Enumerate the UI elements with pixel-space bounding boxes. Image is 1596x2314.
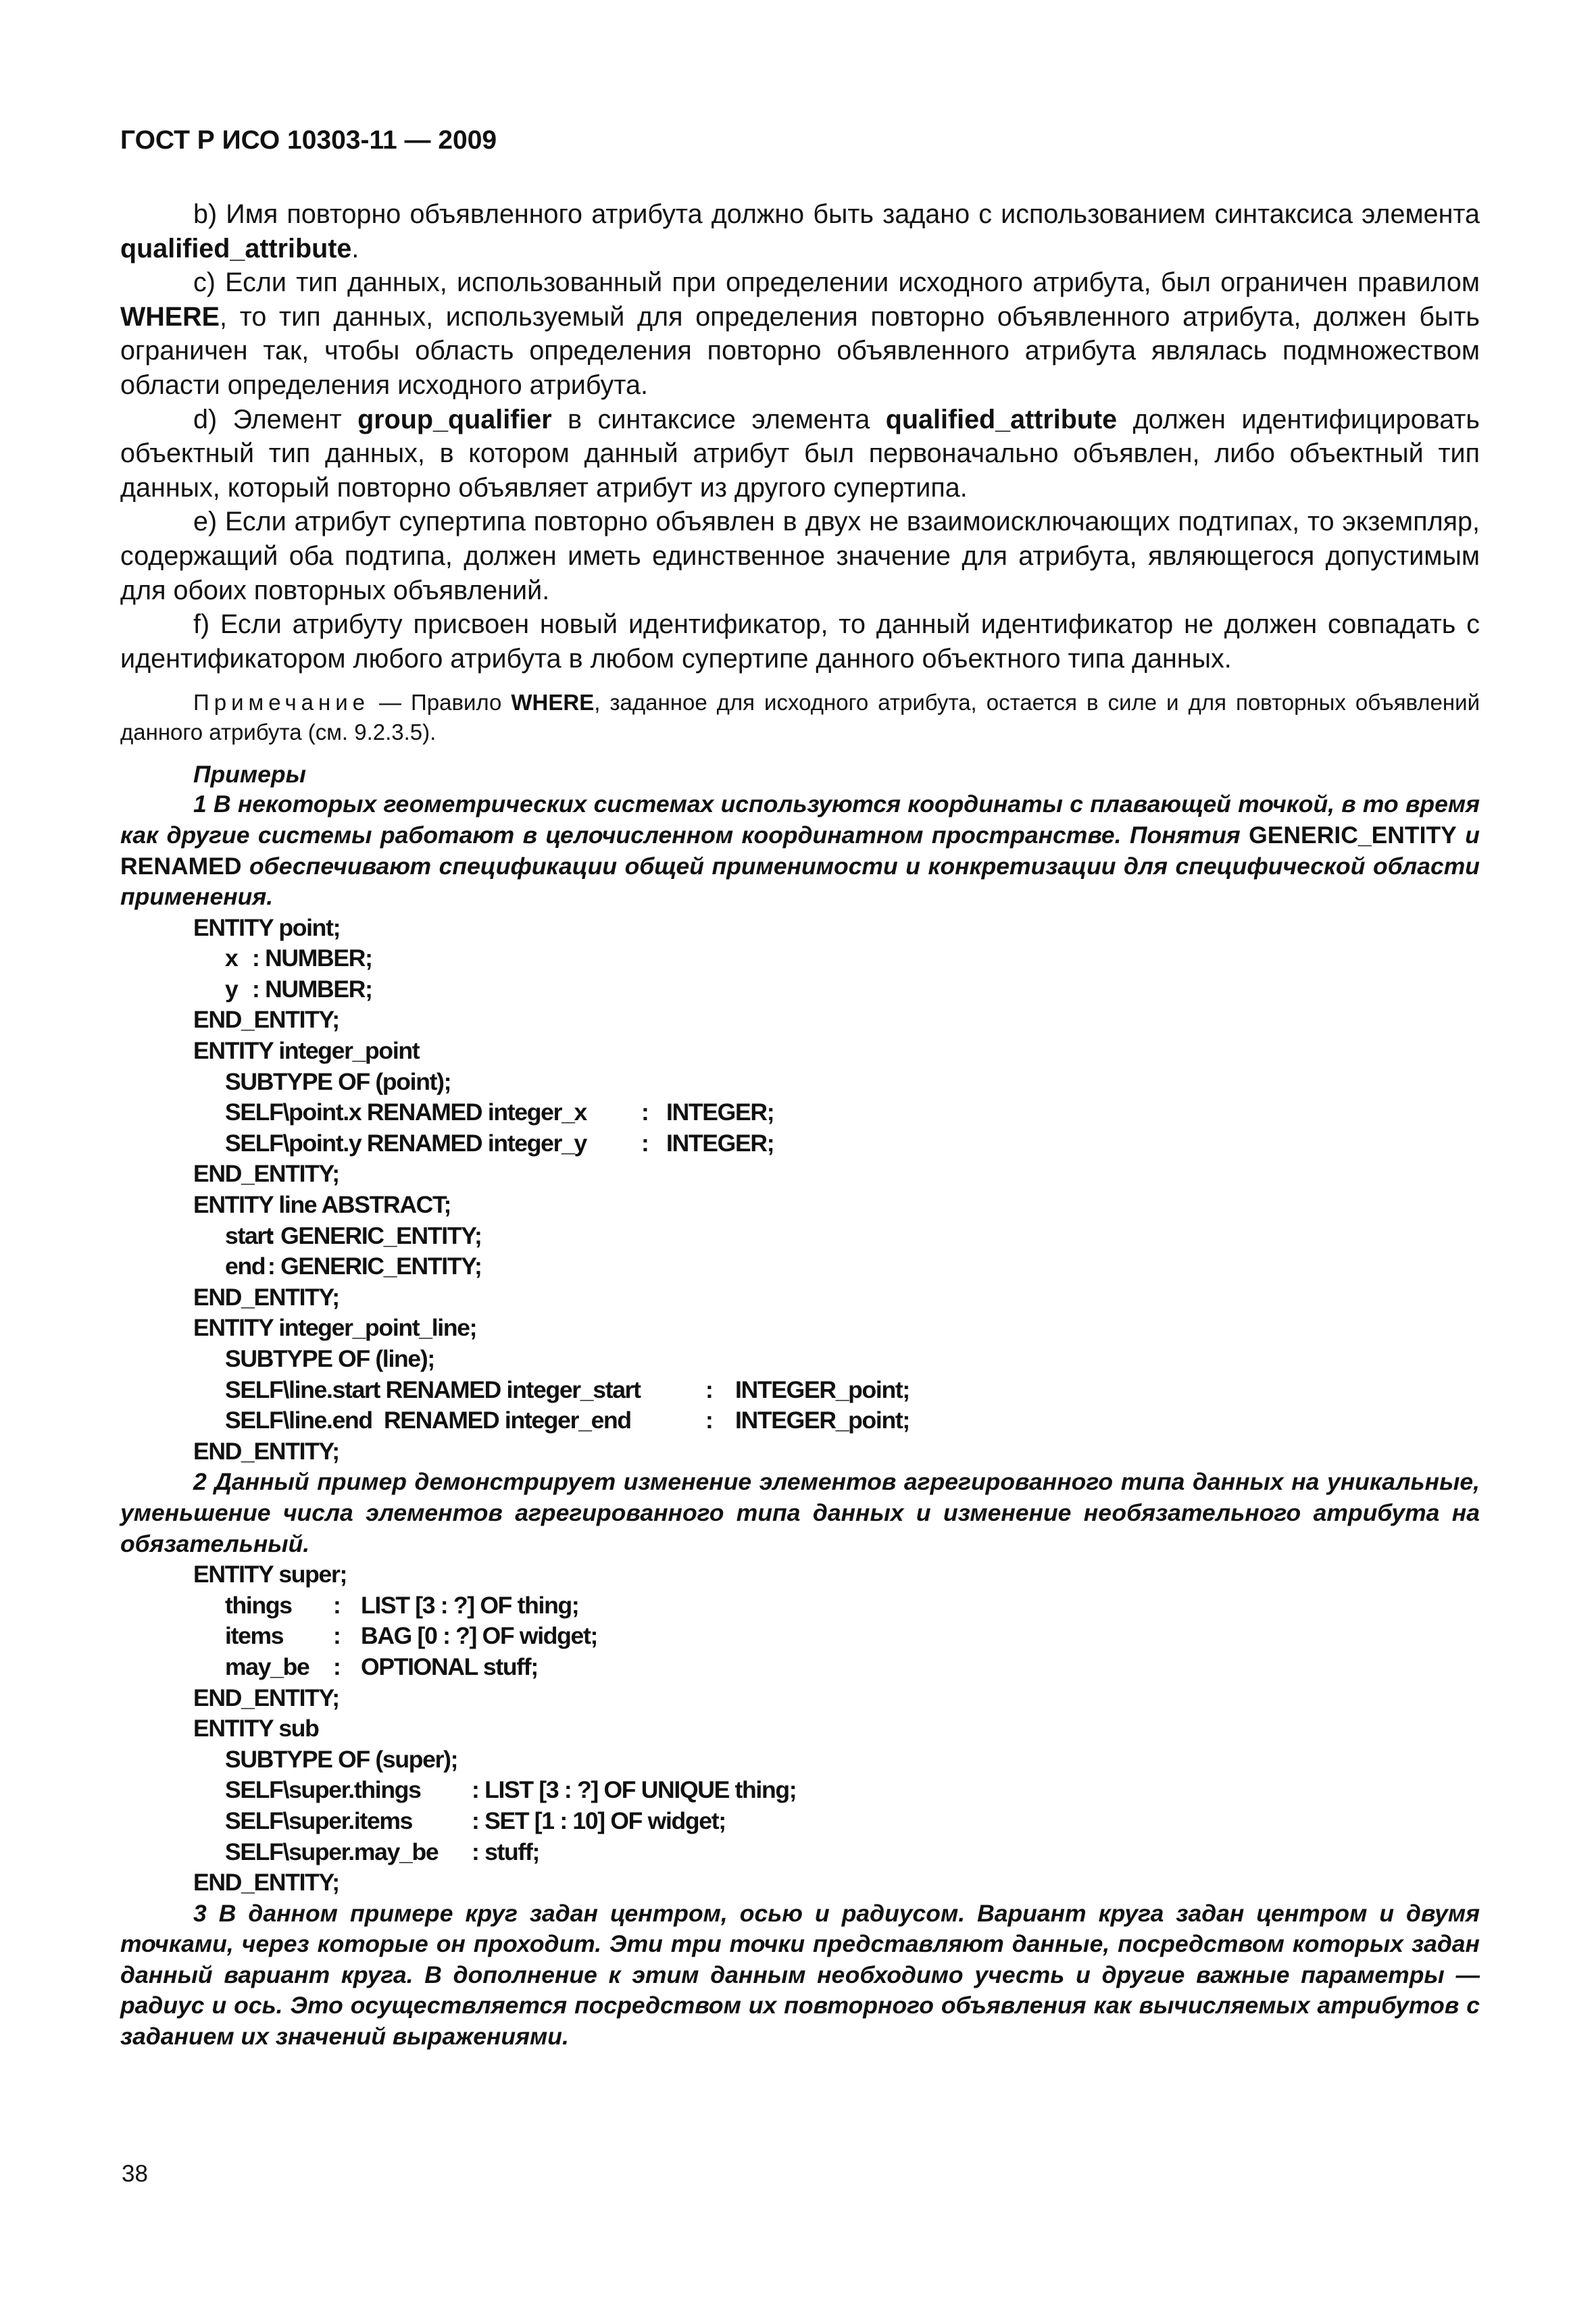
paragraph-d-text: d) Элемент — [193, 404, 358, 434]
note-label: Примечание — [193, 690, 370, 715]
code-block-2 — [120, 1559, 1480, 1898]
code-line — [120, 1837, 1480, 1868]
code-token: INTEGER; — [666, 1099, 774, 1126]
code-token: y — [225, 975, 238, 1003]
code-token: may_be — [225, 1653, 309, 1680]
code-line — [120, 1128, 1480, 1159]
code-line — [120, 974, 1480, 1005]
code-token: : — [641, 1099, 649, 1126]
code-token: ENTITY super; — [193, 1561, 347, 1588]
paragraph-c-text: c) Если тип данных, использованный при определении исходного атрибута, был ограничен правилом — [193, 268, 1480, 298]
code-token: END_ENTITY; — [193, 1437, 339, 1465]
code-token: : — [333, 1591, 341, 1619]
code-token: SELF\line.end RENAMED integer_end — [225, 1407, 631, 1434]
code-token: OPTIONAL stuff; — [361, 1653, 538, 1680]
code-line — [120, 1313, 1480, 1344]
term-qualified-attribute: qualified_attribute — [885, 404, 1118, 434]
code-token: SUBTYPE OF (line); — [225, 1345, 434, 1372]
code-line — [120, 1190, 1480, 1221]
code-line — [120, 1559, 1480, 1590]
paragraph-d-end: должен идентифицировать объектный тип данных, в котором данный атрибут был первоначально объявлен, либо объектный тип данных, который повторно объявляет атрибут из другого супертипа. — [120, 404, 1480, 503]
code-token: END_ENTITY; — [193, 1283, 339, 1311]
code-line — [120, 1067, 1480, 1098]
document-header: ГОСТ Р ИСО 10303-11 — 2009 — [120, 126, 497, 155]
code-line — [120, 1590, 1480, 1621]
code-token: SELF\point.y RENAMED integer_y — [225, 1129, 587, 1157]
example-1-end: обеспечивают спецификации общей применимости и конкретизации для специфической области применения. — [120, 852, 1480, 911]
code-token: ENTITY sub — [193, 1715, 319, 1742]
term-where: WHERE — [120, 301, 220, 332]
code-line — [120, 1036, 1480, 1067]
code-token: : — [705, 1376, 713, 1403]
code-token: : NUMBER; — [252, 945, 372, 972]
paragraph-f: f) Если атрибуту присвоен новый идентификатор, то данный идентификатор не должен совпадать с идентификатором любого атрибута в любом супертипе данного объектного типа данных. — [120, 609, 1480, 674]
code-line — [120, 1005, 1480, 1036]
code-line — [120, 1683, 1480, 1714]
code-token: SELF\super.items — [225, 1807, 413, 1834]
code-line — [120, 1221, 1480, 1252]
code-line — [120, 943, 1480, 974]
code-token: INTEGER_point; — [735, 1376, 909, 1403]
code-token: SELF\super.may_be — [225, 1838, 439, 1865]
note-end: , заданное для исходного атрибута, остается в силе и для повторных объявлений данного атрибута (см. 9.2.3.5). — [120, 690, 1480, 745]
code-token: ENTITY line ABSTRACT; — [193, 1191, 451, 1219]
code-line — [120, 1806, 1480, 1837]
paragraph-b — [120, 197, 1480, 266]
code-token: items — [225, 1622, 284, 1650]
code-token: SELF\line.start RENAMED integer_start — [225, 1376, 641, 1403]
term-where: WHERE — [511, 690, 595, 715]
code-token: : SET [1 : 10] OF widget; — [472, 1807, 726, 1834]
example-3: 3 В данном примере круг задан центром, осью и радиусом. Вариант круга задан центром и двумя точками, через которые он проходит. Эти три точки представляют данные, посредством которых задан данный вариант круга. В дополнение к этим данным необходимо учесть и другие важные параметры — радиус и ось. Это осуществляется посредством их повторного объявления как вычисляемых атрибутов с заданием их значений выражениями. — [120, 1899, 1480, 2051]
examples-heading: Примеры — [193, 761, 306, 788]
code-token: LIST [3 : ?] OF thing; — [361, 1591, 579, 1619]
note-text: — Правило — [370, 690, 512, 715]
paragraph-b-text: b) Имя повторно объявленного атрибута должно быть задано с использованием синтаксиса элемента — [193, 199, 1480, 229]
code-line — [120, 1775, 1480, 1806]
code-token: END_ENTITY; — [193, 1869, 339, 1896]
code-token: INTEGER_point; — [735, 1407, 909, 1434]
code-line — [120, 1713, 1480, 1744]
code-line — [120, 1159, 1480, 1190]
code-token: : — [641, 1129, 649, 1157]
code-line — [120, 1344, 1480, 1375]
note — [120, 688, 1480, 747]
code-line — [120, 1097, 1480, 1128]
code-token: : — [705, 1407, 713, 1434]
example-1 — [120, 789, 1480, 912]
code-line — [120, 1744, 1480, 1776]
code-token: : — [333, 1653, 341, 1680]
code-token: END_ENTITY; — [193, 1160, 339, 1188]
code-token: BAG [0 : ?] OF widget; — [361, 1622, 598, 1650]
code-token: x — [225, 945, 238, 972]
code-line — [120, 1621, 1480, 1652]
code-token: : — [333, 1622, 341, 1650]
code-token: : GENERIC_ENTITY; — [268, 1253, 482, 1280]
code-token: ENTITY integer_point_line; — [193, 1314, 477, 1342]
code-token: SELF\super.things — [225, 1776, 421, 1804]
example-2: 2 Данный пример демонстрирует изменение элементов агрегированного типа данных на уникальные, уменьшение числа элементов агрегированного типа данных и изменение необязательного атрибута на обязательный. — [120, 1468, 1480, 1557]
code-token: : GENERIC_ENTITY; — [268, 1222, 482, 1249]
code-line — [120, 1405, 1480, 1436]
paragraph-c — [120, 266, 1480, 402]
term-qualified-attribute: qualified_attribute — [120, 233, 352, 263]
code-token: ENTITY point; — [193, 913, 341, 941]
code-line — [120, 1867, 1480, 1898]
code-line — [120, 1375, 1480, 1406]
code-line — [120, 1436, 1480, 1467]
term-group-qualifier: group_qualifier — [357, 404, 552, 434]
code-token: SUBTYPE OF (super); — [225, 1745, 458, 1773]
code-token: start — [225, 1222, 273, 1249]
page-number: 38 — [122, 2161, 148, 2187]
paragraph-b-end: . — [351, 233, 359, 263]
term-generic-entity: GENERIC_ENTITY — [1249, 821, 1457, 849]
code-token: SUBTYPE OF (point); — [225, 1067, 451, 1095]
document-body — [120, 197, 1480, 2053]
code-token: : NUMBER; — [252, 975, 372, 1003]
code-token: SELF\point.x RENAMED integer_x — [225, 1099, 587, 1126]
code-token: : stuff; — [472, 1838, 540, 1865]
paragraph-e: e) Если атрибут супертипа повторно объявлен в двух не взаимоисключающих подтипах, то экземпляр, содержащий оба подтипа, должен иметь единственное значение для атрибута, являющегося допустимым для обоих повторных объявлений. — [120, 507, 1480, 605]
code-line — [120, 1282, 1480, 1313]
paragraph-c-end: , то тип данных, используемый для определения повторно объявленного атрибута, должен быть ограничен так, чтобы область определения повторно объявленного атрибута являлась подмножеством области определения исходного атрибута. — [120, 301, 1480, 400]
code-token: : LIST [3 : ?] OF UNIQUE thing; — [472, 1776, 797, 1804]
code-token: END_ENTITY; — [193, 1006, 339, 1034]
term-renamed: RENAMED — [120, 852, 242, 880]
code-token: things — [225, 1591, 292, 1619]
code-line — [120, 1251, 1480, 1282]
example-1-text: 1 В некоторых геометрических системах используются координаты с плавающей точкой, в то время как другие системы работают в целочисленном координатном пространстве. Понятия — [120, 790, 1480, 849]
code-token: END_ENTITY; — [193, 1684, 339, 1711]
paragraph-d — [120, 403, 1480, 505]
code-token: ENTITY integer_point — [193, 1037, 420, 1065]
code-token: INTEGER; — [666, 1129, 774, 1157]
code-line — [120, 1652, 1480, 1683]
code-block-1 — [120, 913, 1480, 1467]
example-1-mid: и — [1456, 821, 1480, 849]
code-line — [120, 913, 1480, 944]
paragraph-d-mid: в синтаксисе элемента — [551, 404, 886, 434]
code-token: end — [225, 1253, 266, 1280]
